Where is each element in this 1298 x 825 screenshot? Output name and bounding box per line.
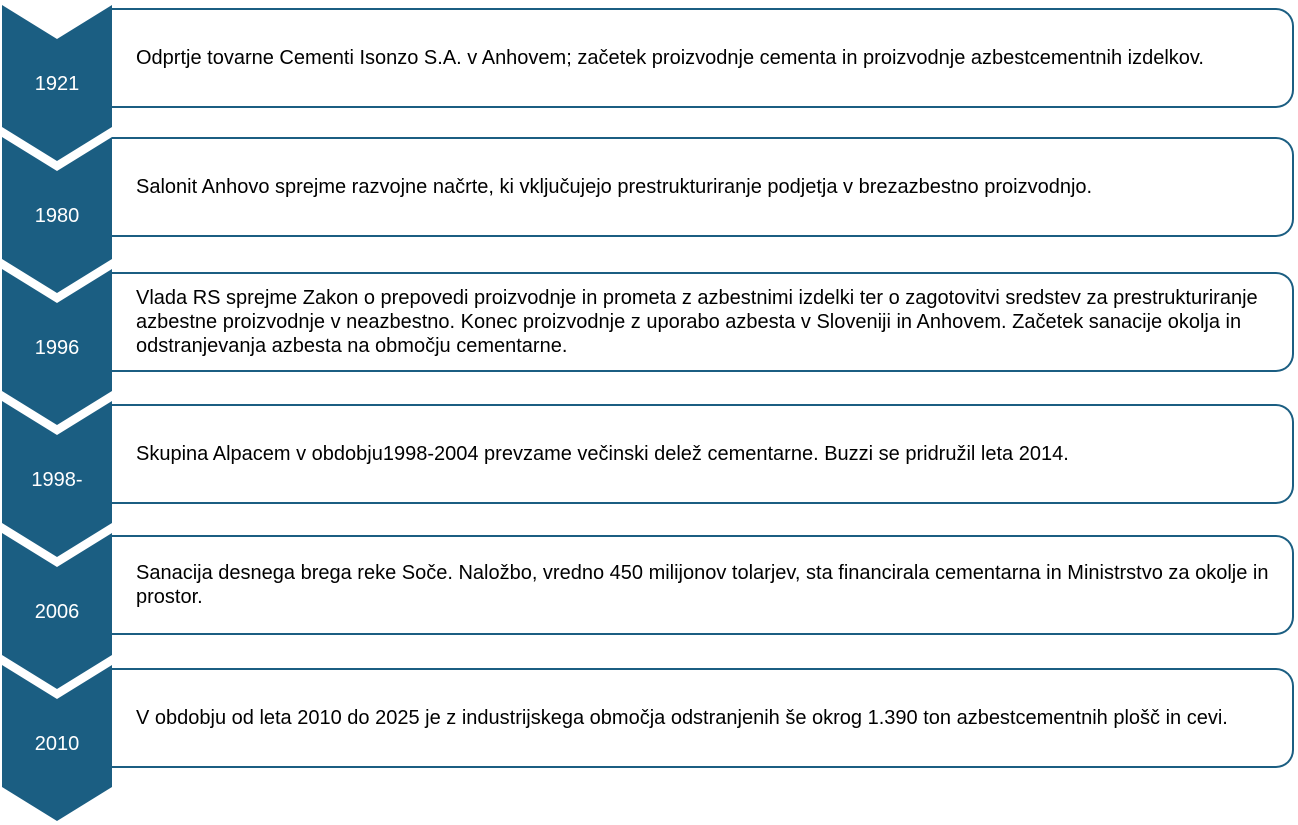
timeline-text-1980: Salonit Anhovo sprejme razvojne načrte, ki vključujejo prestrukturiranje podjetja v brezazbestno proizvodnjo.: [136, 176, 1093, 198]
timeline-year-1980: 1980: [34, 205, 80, 227]
timeline-text-1921: Odprtje tovarne Cementi Isonzo S.A. v Anhovem; začetek proizvodnje cementa in proizvodnje azbestcementnih izdelkov.: [136, 47, 1204, 69]
timeline-box-1996: [112, 272, 1294, 372]
timeline-box-2010: [112, 668, 1294, 768]
timeline-text-2006: Sanacija desnega brega reke Soče. Naložbo, vredno 450 milijonov tolarjev, sta financirala cementarna in Ministrstvo za okolje in prostor.: [136, 562, 1269, 608]
timeline-year-1921: 1921: [34, 73, 80, 95]
timeline-box-1980: [112, 137, 1294, 237]
timeline-year-1996: 1996: [34, 337, 80, 359]
timeline-text-2010: V obdobju od leta 2010 do 2025 je z industrijskega območja odstranjenih še okrog 1.390 ton azbestcementnih plošč in cevi.: [136, 707, 1228, 729]
timeline-year-2010: 2010: [34, 733, 80, 755]
timeline-year-2006: 2006: [34, 601, 80, 623]
timeline-box-1998: [112, 404, 1294, 504]
timeline-text-1998: Skupina Alpacem v obdobju1998-2004 prevzame večinski delež cementarne. Buzzi se pridružil leta 2014.: [136, 443, 1069, 465]
timeline-year-1998: 1998-: [31, 469, 83, 491]
timeline-text-1996: Vlada RS sprejme Zakon o prepovedi proizvodnje in prometa z azbestnimi izdelki ter o zagotovitvi sredstev za prestrukturiranje azbestne proizvodnje v neazbestno. Konec proizvodnje z uporabo azbesta v Sloveniji in Anhovem. Začetek sanacije okolja in odstranjevanja azbesta na območju cementarne.: [136, 287, 1258, 357]
timeline-box-1921: [112, 8, 1294, 108]
timeline-box-2006: [112, 535, 1294, 635]
